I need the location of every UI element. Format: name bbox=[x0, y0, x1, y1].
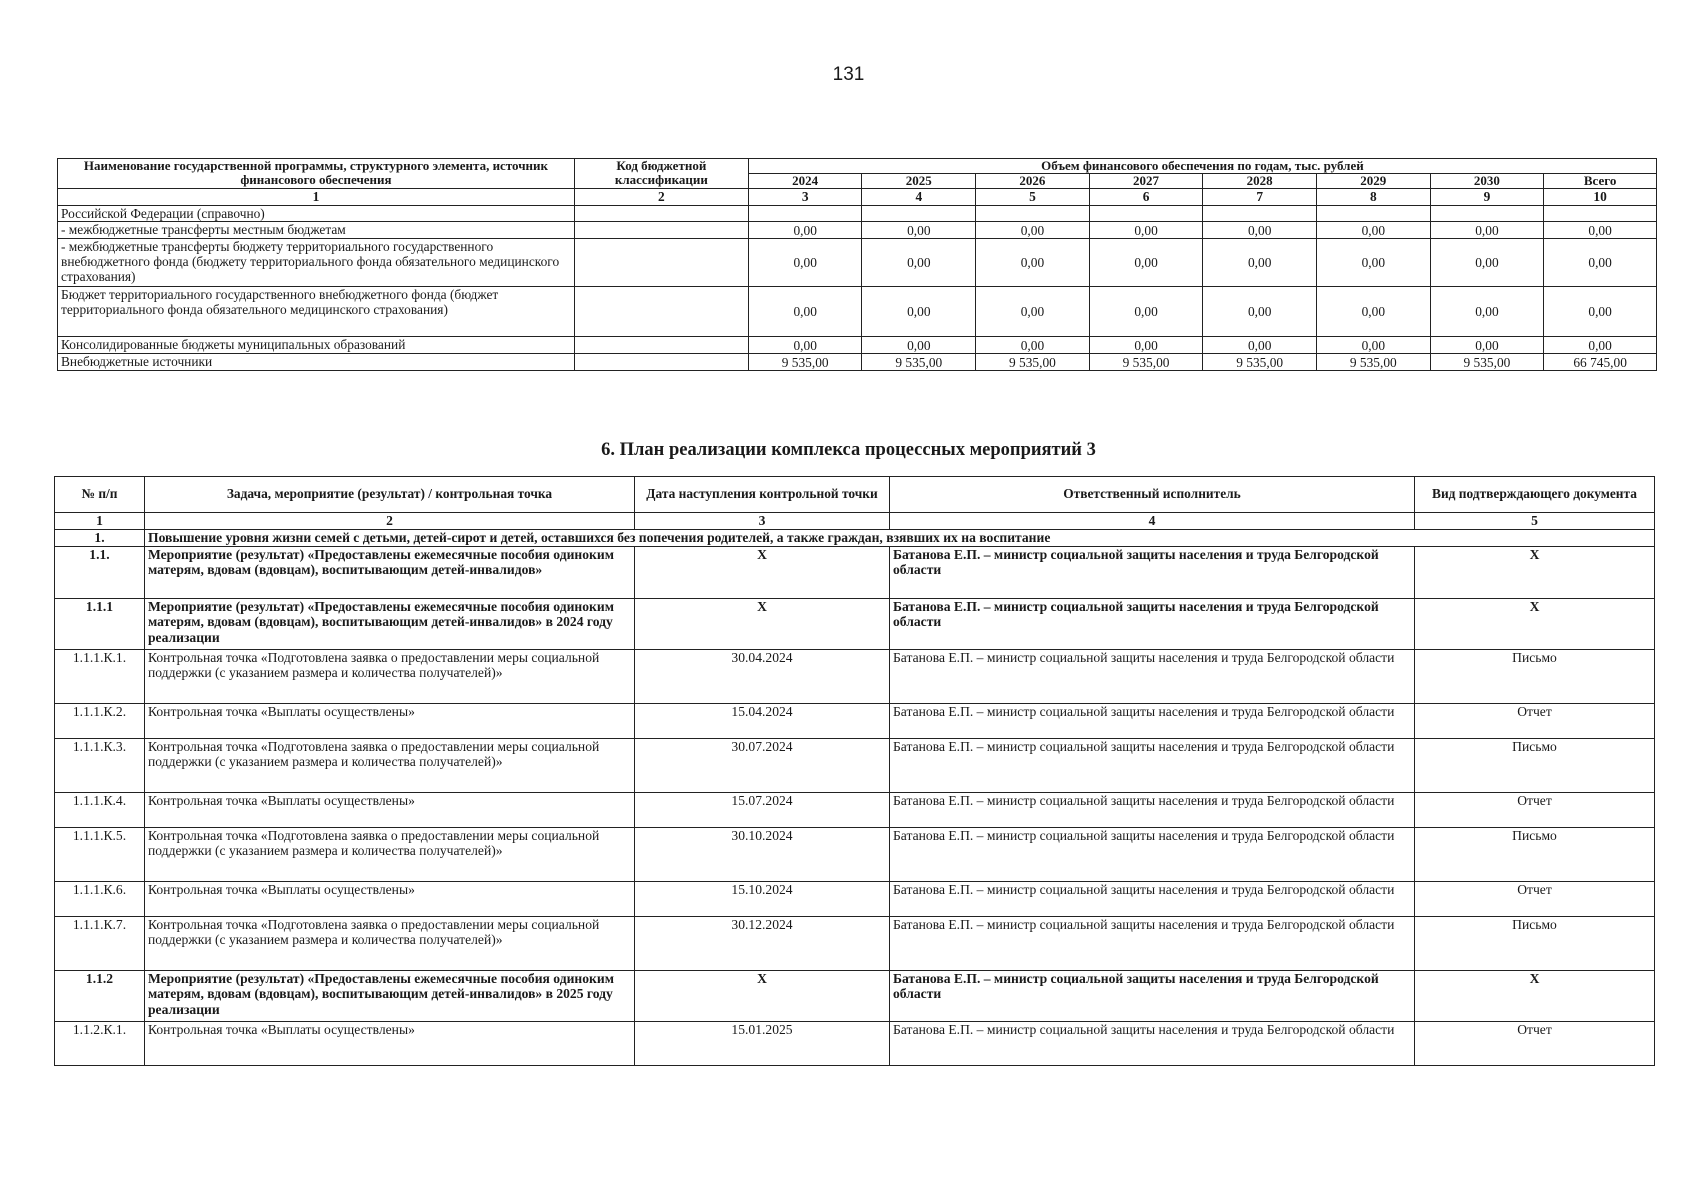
row-task: Контрольная точка «Выплаты осуществлены» bbox=[145, 792, 635, 827]
column-number: 4 bbox=[890, 513, 1415, 530]
table-row bbox=[55, 827, 1655, 881]
row-task: Мероприятие (результат) «Предоставлены ежемесячные пособия одиноким матерям, вдовам (вдовцам), воспитывающим детей-инвалидов» bbox=[145, 546, 635, 598]
row-name: Российской Федерации (справочно) bbox=[58, 206, 575, 222]
header-volume: Объем финансового обеспечения по годам, тыс. рублей bbox=[748, 159, 1656, 174]
page-number: 131 bbox=[832, 64, 865, 85]
header-year: 2027 bbox=[1089, 174, 1203, 189]
kbk-cell bbox=[574, 222, 748, 239]
row-doc-type: Х bbox=[1415, 546, 1655, 598]
value-cell: 0,00 bbox=[1544, 287, 1657, 337]
row-responsible: Батанова Е.П. – министр социальной защиты населения и труда Белгородской области bbox=[890, 970, 1415, 1021]
value-cell: 0,00 bbox=[862, 287, 976, 337]
value-cell: 0,00 bbox=[748, 222, 862, 239]
value-cell bbox=[1089, 206, 1203, 222]
row-responsible: Батанова Е.П. – министр социальной защиты населения и труда Белгородской области bbox=[890, 598, 1415, 649]
value-cell: 0,00 bbox=[976, 337, 1090, 354]
value-cell: 0,00 bbox=[1089, 239, 1203, 287]
value-cell bbox=[748, 206, 862, 222]
row-doc-type: Отчет bbox=[1415, 1021, 1655, 1065]
column-number: 7 bbox=[1203, 189, 1317, 206]
row-number: 1.1.1.К.3. bbox=[55, 738, 145, 792]
value-cell: 0,00 bbox=[748, 337, 862, 354]
table-row bbox=[58, 239, 1657, 287]
header-year: 2028 bbox=[1203, 174, 1317, 189]
value-cell bbox=[1316, 206, 1430, 222]
column-number: 6 bbox=[1089, 189, 1203, 206]
plan-table bbox=[54, 476, 1655, 1066]
row-task: Контрольная точка «Подготовлена заявка о предоставлении меры социальной поддержки (с указанием размера и количества получателей)» bbox=[145, 916, 635, 970]
table-row bbox=[55, 649, 1655, 703]
table-row bbox=[58, 354, 1657, 371]
row-responsible: Батанова Е.П. – министр социальной защиты населения и труда Белгородской области bbox=[890, 827, 1415, 881]
header-year: Всего bbox=[1544, 174, 1657, 189]
column-number: 5 bbox=[976, 189, 1090, 206]
header-name: Наименование государственной программы, структурного элемента, источник финансового обеспечения bbox=[58, 159, 575, 189]
column-number: 1 bbox=[55, 513, 145, 530]
value-cell: 0,00 bbox=[862, 222, 976, 239]
column-number: 1 bbox=[58, 189, 575, 206]
header-year: 2030 bbox=[1430, 174, 1544, 189]
row-date: 30.12.2024 bbox=[635, 916, 890, 970]
row-responsible: Батанова Е.П. – министр социальной защиты населения и труда Белгородской области bbox=[890, 792, 1415, 827]
column-number: 5 bbox=[1415, 513, 1655, 530]
row-number: 1.1.1.К.1. bbox=[55, 649, 145, 703]
value-cell: 0,00 bbox=[1544, 222, 1657, 239]
row-doc-type: Отчет bbox=[1415, 792, 1655, 827]
value-cell: 0,00 bbox=[976, 222, 1090, 239]
value-cell: 0,00 bbox=[1203, 287, 1317, 337]
row-name: - межбюджетные трансферты местным бюджетам bbox=[58, 222, 575, 239]
row-date: 30.04.2024 bbox=[635, 649, 890, 703]
table-row bbox=[58, 287, 1657, 337]
row-doc-type: Письмо bbox=[1415, 916, 1655, 970]
value-cell: 9 535,00 bbox=[1316, 354, 1430, 371]
value-cell bbox=[1544, 206, 1657, 222]
column-number-row bbox=[55, 513, 1655, 530]
row-date: Х bbox=[635, 546, 890, 598]
row-task: Контрольная точка «Выплаты осуществлены» bbox=[145, 703, 635, 738]
row-doc-type: Письмо bbox=[1415, 649, 1655, 703]
value-cell bbox=[862, 206, 976, 222]
column-number: 9 bbox=[1430, 189, 1544, 206]
value-cell: 0,00 bbox=[1203, 239, 1317, 287]
value-cell: 0,00 bbox=[1430, 337, 1544, 354]
header-year: 2026 bbox=[976, 174, 1090, 189]
value-cell: 0,00 bbox=[1089, 337, 1203, 354]
value-cell: 0,00 bbox=[1089, 287, 1203, 337]
row-task: Контрольная точка «Выплаты осуществлены» bbox=[145, 881, 635, 916]
row-doc-type: Письмо bbox=[1415, 738, 1655, 792]
value-cell: 0,00 bbox=[1544, 239, 1657, 287]
row-date: Х bbox=[635, 970, 890, 1021]
header-task: Задача, мероприятие (результат) / контрольная точка bbox=[145, 477, 635, 513]
row-name: Бюджет территориального государственного внебюджетного фонда (бюджет территориального фонда обязательного медицинского страхования) bbox=[58, 287, 575, 337]
value-cell: 0,00 bbox=[976, 239, 1090, 287]
section-title: 6. План реализации комплекса процессных мероприятий 3 bbox=[601, 440, 1096, 460]
kbk-cell bbox=[574, 239, 748, 287]
table-row bbox=[58, 206, 1657, 222]
row-date: 30.07.2024 bbox=[635, 738, 890, 792]
row-number: 1.1.1 bbox=[55, 598, 145, 649]
column-number: 2 bbox=[145, 513, 635, 530]
task-row bbox=[55, 530, 1655, 547]
finance-table bbox=[57, 158, 1657, 371]
row-task: Контрольная точка «Подготовлена заявка о предоставлении меры социальной поддержки (с указанием размера и количества получателей)» bbox=[145, 649, 635, 703]
row-responsible: Батанова Е.П. – министр социальной защиты населения и труда Белгородской области bbox=[890, 546, 1415, 598]
table-row bbox=[55, 916, 1655, 970]
value-cell bbox=[1430, 206, 1544, 222]
value-cell: 0,00 bbox=[1089, 222, 1203, 239]
value-cell: 0,00 bbox=[1430, 287, 1544, 337]
value-cell: 9 535,00 bbox=[1203, 354, 1317, 371]
header-year: 2029 bbox=[1316, 174, 1430, 189]
row-date: 15.07.2024 bbox=[635, 792, 890, 827]
value-cell: 0,00 bbox=[976, 287, 1090, 337]
row-number: 1. bbox=[55, 530, 145, 547]
row-number: 1.1.1.К.5. bbox=[55, 827, 145, 881]
row-number: 1.1.1.К.4. bbox=[55, 792, 145, 827]
value-cell: 9 535,00 bbox=[1089, 354, 1203, 371]
column-number: 2 bbox=[574, 189, 748, 206]
header-year: 2025 bbox=[862, 174, 976, 189]
value-cell: 0,00 bbox=[1316, 337, 1430, 354]
row-responsible: Батанова Е.П. – министр социальной защиты населения и труда Белгородской области bbox=[890, 703, 1415, 738]
value-cell: 0,00 bbox=[1316, 287, 1430, 337]
value-cell: 0,00 bbox=[748, 287, 862, 337]
row-number: 1.1.1.К.6. bbox=[55, 881, 145, 916]
row-number: 1.1.1.К.2. bbox=[55, 703, 145, 738]
row-name: Консолидированные бюджеты муниципальных образований bbox=[58, 337, 575, 354]
column-number: 4 bbox=[862, 189, 976, 206]
column-number: 8 bbox=[1316, 189, 1430, 206]
table-row bbox=[55, 703, 1655, 738]
value-cell: 0,00 bbox=[1203, 222, 1317, 239]
value-cell bbox=[976, 206, 1090, 222]
row-number: 1.1. bbox=[55, 546, 145, 598]
value-cell: 0,00 bbox=[1316, 222, 1430, 239]
table-row bbox=[58, 337, 1657, 354]
header-responsible: Ответственный исполнитель bbox=[890, 477, 1415, 513]
column-number: 3 bbox=[635, 513, 890, 530]
row-responsible: Батанова Е.П. – министр социальной защиты населения и труда Белгородской области bbox=[890, 881, 1415, 916]
table-row bbox=[55, 546, 1655, 598]
row-name: - межбюджетные трансферты бюджету территориального государственного внебюджетного фонда (бюджету территориального фонда обязательного медицинского страхования) bbox=[58, 239, 575, 287]
value-cell: 9 535,00 bbox=[1430, 354, 1544, 371]
value-cell: 9 535,00 bbox=[862, 354, 976, 371]
row-task: Контрольная точка «Выплаты осуществлены» bbox=[145, 1021, 635, 1065]
value-cell: 0,00 bbox=[1203, 337, 1317, 354]
value-cell bbox=[1203, 206, 1317, 222]
header-doc: Вид подтверждающего документа bbox=[1415, 477, 1655, 513]
header-year: 2024 bbox=[748, 174, 862, 189]
column-number: 3 bbox=[748, 189, 862, 206]
task-text: Повышение уровня жизни семей с детьми, детей-сирот и детей, оставшихся без попечения родителей, а также граждан, взявших их на воспитание bbox=[145, 530, 1655, 547]
table-row bbox=[55, 1021, 1655, 1065]
row-responsible: Батанова Е.П. – министр социальной защиты населения и труда Белгородской области bbox=[890, 649, 1415, 703]
row-date: 30.10.2024 bbox=[635, 827, 890, 881]
row-doc-type: Х bbox=[1415, 598, 1655, 649]
value-cell: 0,00 bbox=[862, 337, 976, 354]
row-responsible: Батанова Е.П. – министр социальной защиты населения и труда Белгородской области bbox=[890, 1021, 1415, 1065]
value-cell: 0,00 bbox=[862, 239, 976, 287]
table-row bbox=[58, 222, 1657, 239]
row-number: 1.1.2.К.1. bbox=[55, 1021, 145, 1065]
row-number: 1.1.1.К.7. bbox=[55, 916, 145, 970]
row-date: 15.01.2025 bbox=[635, 1021, 890, 1065]
row-task: Мероприятие (результат) «Предоставлены ежемесячные пособия одиноким матерям, вдовам (вдовцам), воспитывающим детей-инвалидов» в 2024 году реализации bbox=[145, 598, 635, 649]
table-row bbox=[55, 881, 1655, 916]
header-kbk: Код бюджетной классификации bbox=[574, 159, 748, 189]
row-doc-type: Отчет bbox=[1415, 881, 1655, 916]
row-responsible: Батанова Е.П. – министр социальной защиты населения и труда Белгородской области bbox=[890, 738, 1415, 792]
row-task: Мероприятие (результат) «Предоставлены ежемесячные пособия одиноким матерям, вдовам (вдовцам), воспитывающим детей-инвалидов» в 2025 году реализации bbox=[145, 970, 635, 1021]
header-num: № п/п bbox=[55, 477, 145, 513]
value-cell: 0,00 bbox=[1316, 239, 1430, 287]
kbk-cell bbox=[574, 206, 748, 222]
row-date: 15.10.2024 bbox=[635, 881, 890, 916]
value-cell: 0,00 bbox=[748, 239, 862, 287]
row-doc-type: Письмо bbox=[1415, 827, 1655, 881]
column-number-row bbox=[58, 189, 1657, 206]
value-cell: 66 745,00 bbox=[1544, 354, 1657, 371]
value-cell: 0,00 bbox=[1430, 222, 1544, 239]
column-number: 10 bbox=[1544, 189, 1657, 206]
value-cell: 9 535,00 bbox=[748, 354, 862, 371]
table-row bbox=[55, 792, 1655, 827]
value-cell: 0,00 bbox=[1544, 337, 1657, 354]
kbk-cell bbox=[574, 354, 748, 371]
row-task: Контрольная точка «Подготовлена заявка о предоставлении меры социальной поддержки (с указанием размера и количества получателей)» bbox=[145, 738, 635, 792]
table-row bbox=[55, 598, 1655, 649]
row-name: Внебюджетные источники bbox=[58, 354, 575, 371]
row-task: Контрольная точка «Подготовлена заявка о предоставлении меры социальной поддержки (с указанием размера и количества получателей)» bbox=[145, 827, 635, 881]
table-row bbox=[55, 970, 1655, 1021]
value-cell: 0,00 bbox=[1430, 239, 1544, 287]
row-date: 15.04.2024 bbox=[635, 703, 890, 738]
row-date: Х bbox=[635, 598, 890, 649]
table-row bbox=[55, 738, 1655, 792]
row-number: 1.1.2 bbox=[55, 970, 145, 1021]
kbk-cell bbox=[574, 287, 748, 337]
row-doc-type: Х bbox=[1415, 970, 1655, 1021]
row-doc-type: Отчет bbox=[1415, 703, 1655, 738]
row-responsible: Батанова Е.П. – министр социальной защиты населения и труда Белгородской области bbox=[890, 916, 1415, 970]
value-cell: 9 535,00 bbox=[976, 354, 1090, 371]
header-date: Дата наступления контрольной точки bbox=[635, 477, 890, 513]
kbk-cell bbox=[574, 337, 748, 354]
